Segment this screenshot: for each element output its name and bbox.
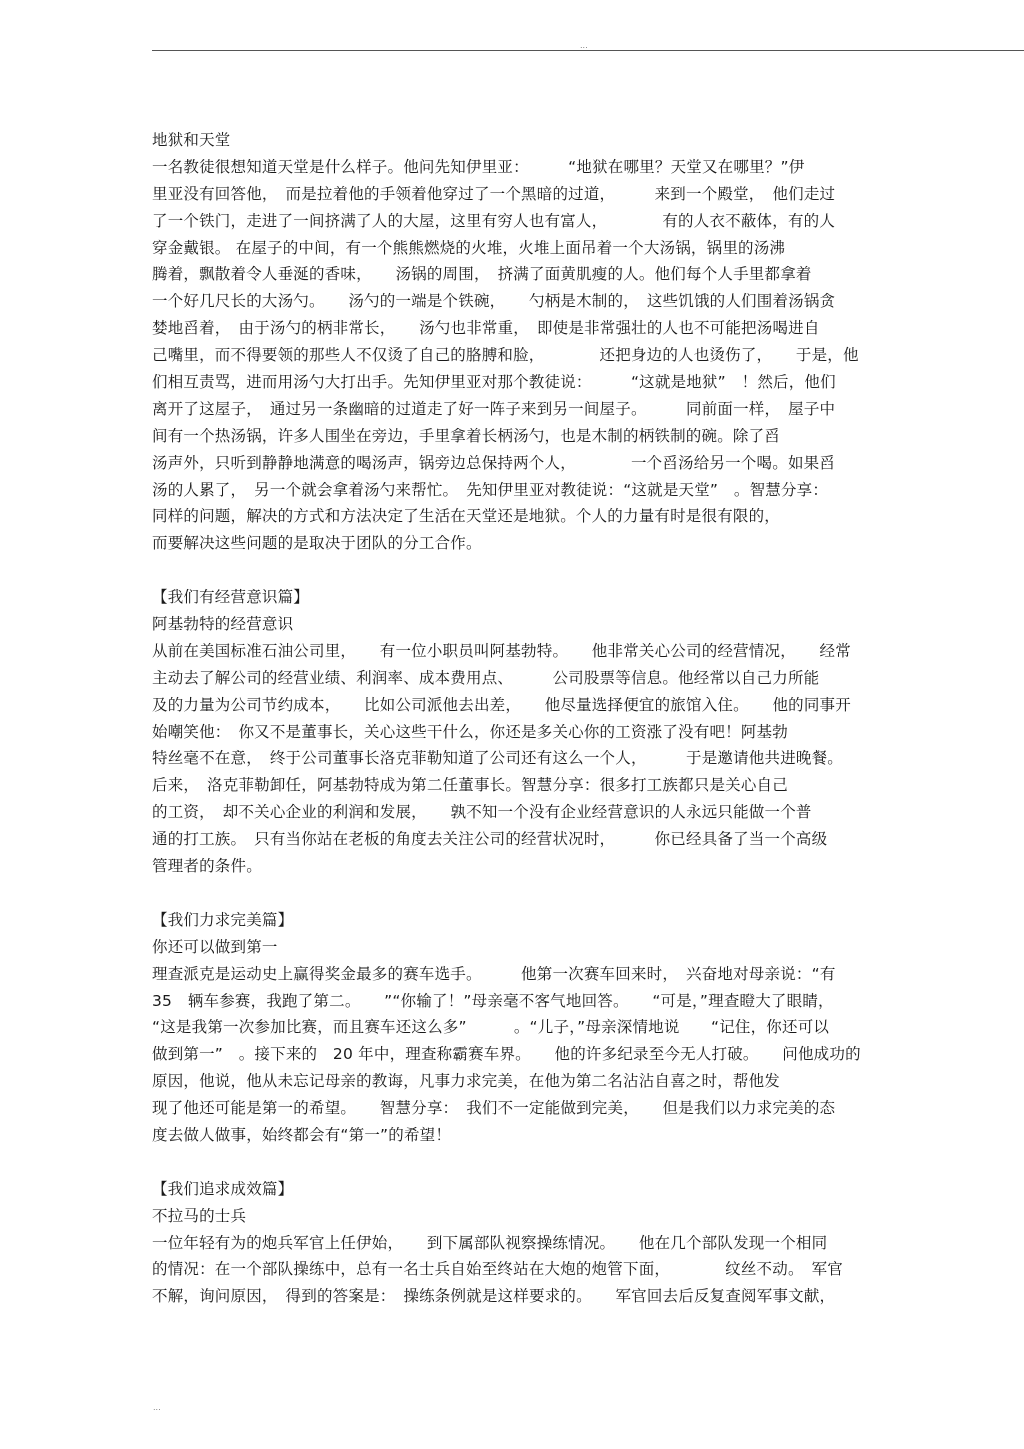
header-mark: ... — [580, 41, 588, 50]
story-title-soldier: 不拉马的士兵 — [152, 1206, 247, 1225]
paragraph-line: 特丝毫不在意， 终于公司董事长洛克菲勒知道了公司还有这么一个人， 于是邀请他共进晚餐。 — [152, 749, 844, 768]
paragraph-line: “这是我第一次参加比赛，而且赛车还这么多” 。“儿子，”母亲深情地说 “记住，你还可以 — [152, 1018, 830, 1037]
section-heading-perfection: 【我们力求完美篇】 — [152, 910, 294, 929]
paragraph-line: 度去做人做事，始终都会有“第一”的希望！ — [152, 1125, 452, 1144]
blank-line — [152, 880, 868, 907]
story-title-be-first: 你还可以做到第一 — [152, 937, 278, 956]
paragraph-line: 们相互责骂，进而用汤勺大打出手。先知伊里亚对那个教徒说： “这就是地狱” ！然后，他们 — [152, 373, 836, 392]
paragraph-line: 管理者的条件。 — [152, 857, 262, 876]
paragraph-line: 从前在美国标准石油公司里， 有一位小职员叫阿基勃特。 他非常关心公司的经营情况， 经常 — [152, 641, 851, 660]
paragraph-line: 里亚没有回答他， 而是拉着他的手领着他穿过了一个黑暗的过道， 来到一个殿堂， 他们走过 — [152, 184, 836, 203]
document-body — [152, 127, 868, 1310]
paragraph-line: 后来， 洛克菲勒卸任，阿基勃特成为第二任董事长。智慧分享：很多打工族都只是关心自己 — [152, 776, 788, 795]
paragraph-line: 始嘲笑他： 你又不是董事长，关心这些干什么，你还是多关心你的工资涨了没有吧！阿基勃 — [152, 722, 788, 741]
paragraph-line: 腾着，飘散着令人垂涎的香味， 汤锅的周围， 挤满了面黄肌瘦的人。他们每个人手里都拿着 — [152, 265, 812, 284]
paragraph-line: 理查派克是运动史上赢得奖金最多的赛车选手。 他第一次赛车回来时， 兴奋地对母亲说：“有 — [152, 964, 836, 983]
section-heading-management-awareness: 【我们有经营意识篇】 — [152, 588, 310, 607]
paragraph-line: 己嘴里，而不得要领的那些人不仅烫了自己的胳膊和脸， 还把身边的人也烫伤了， 于是，他 — [152, 346, 859, 365]
paragraph-line: 一位年轻有为的炮兵军官上任伊始， 到下属部队视察操练情况。 他在几个部队发现一个相同 — [152, 1233, 828, 1252]
footer-mark: ... — [153, 1403, 161, 1412]
paragraph-line: 35 辆车参赛，我跑了第二。 ”“你输了！”母亲毫不客气地回答。 “可是，”理查瞪大了眼睛， — [152, 991, 834, 1010]
story-title-archbold: 阿基勃特的经营意识 — [152, 615, 294, 634]
paragraph-line: 原因，他说，他从未忘记母亲的教诲，凡事力求完美，在他为第二名沾沾自喜之时，帮他发 — [152, 1072, 781, 1091]
paragraph-line: 一个好几尺长的大汤勺。 汤勺的一端是个铁碗， 勺柄是木制的， 这些饥饿的人们围着汤锅贪 — [152, 292, 836, 311]
header-rule — [152, 50, 1024, 51]
paragraph-line: 及的力量为公司节约成本， 比如公司派他去出差， 他尽量选择便宜的旅馆入住。 他的同事开 — [152, 695, 851, 714]
paragraph-line: 而要解决这些问题的是取决于团队的分工合作。 — [152, 534, 482, 553]
paragraph-line: 汤声外，只听到静静地满意的喝汤声，锅旁边总保持两个人， 一个舀汤给另一个喝。如果舀 — [152, 453, 836, 472]
paragraph-line: 离开了这屋子， 通过另一条幽暗的过道走了好一阵子来到另一间屋子。 同前面一样， 屋子中 — [152, 399, 836, 418]
paragraph-line: 婪地舀着， 由于汤勺的柄非常长， 汤勺也非常重， 即使是非常强壮的人也不可能把汤喝进自 — [152, 319, 820, 338]
paragraph-line: 现了他还可能是第一的希望。 智慧分享： 我们不一定能做到完美， 但是我们以力求完美的态 — [152, 1099, 836, 1118]
paragraph-line: 的情况：在一个部队操练中，总有一名士兵自始至终站在大炮的炮管下面， 纹丝不动。 军官 — [152, 1260, 844, 1279]
paragraph-line: 穿金戴银。 在屋子的中间，有一个熊熊燃烧的火堆，火堆上面吊着一个大汤锅，锅里的汤沸 — [152, 238, 786, 257]
paragraph-line: 同样的问题，解决的方式和方法决定了生活在天堂还是地狱。个人的力量有时是很有限的， — [152, 507, 781, 526]
paragraph-line: 通的打工族。 只有当你站在老板的角度去关注公司的经营状况时， 你已经具备了当一个高级 — [152, 830, 828, 849]
paragraph-line: 间有一个热汤锅，许多人围坐在旁边，手里拿着长柄汤勺，也是木制的柄铁制的碗。除了舀 — [152, 426, 781, 445]
paragraph-line: 了一个铁门，走进了一间挤满了人的大屋，这里有穷人也有富人， 有的人衣不蔽体，有的人 — [152, 211, 836, 230]
blank-line — [152, 557, 868, 584]
section-heading-effectiveness: 【我们追求成效篇】 — [152, 1179, 294, 1198]
paragraph-line: 汤的人累了， 另一个就会拿着汤勺来帮忙。 先知伊里亚对教徒说：“这就是天堂” 。智慧分享： — [152, 480, 829, 499]
section-title-hell-and-heaven: 地狱和天堂 — [152, 131, 231, 149]
paragraph-line: 不解，询问原因， 得到的答案是： 操练条例就是这样要求的。 军官回去后反复查阅军事文献， — [152, 1287, 836, 1306]
paragraph-line: 做到第一” 。接下来的 20 年中，理查称霸赛车界。 他的许多纪录至今无人打破。 问他成功的 — [152, 1045, 861, 1064]
blank-line — [152, 1149, 868, 1176]
paragraph-line: 主动去了解公司的经营业绩、利润率、成本费用点、 公司股票等信息。他经常以自己力所能 — [152, 668, 820, 687]
paragraph-line: 一名教徒很想知道天堂是什么样子。他问先知伊里亚： “地狱在哪里？天堂又在哪里？”伊 — [152, 157, 805, 176]
paragraph-line: 的工资， 却不关心企业的利润和发展， 孰不知一个没有企业经营意识的人永远只能做一个普 — [152, 803, 812, 822]
